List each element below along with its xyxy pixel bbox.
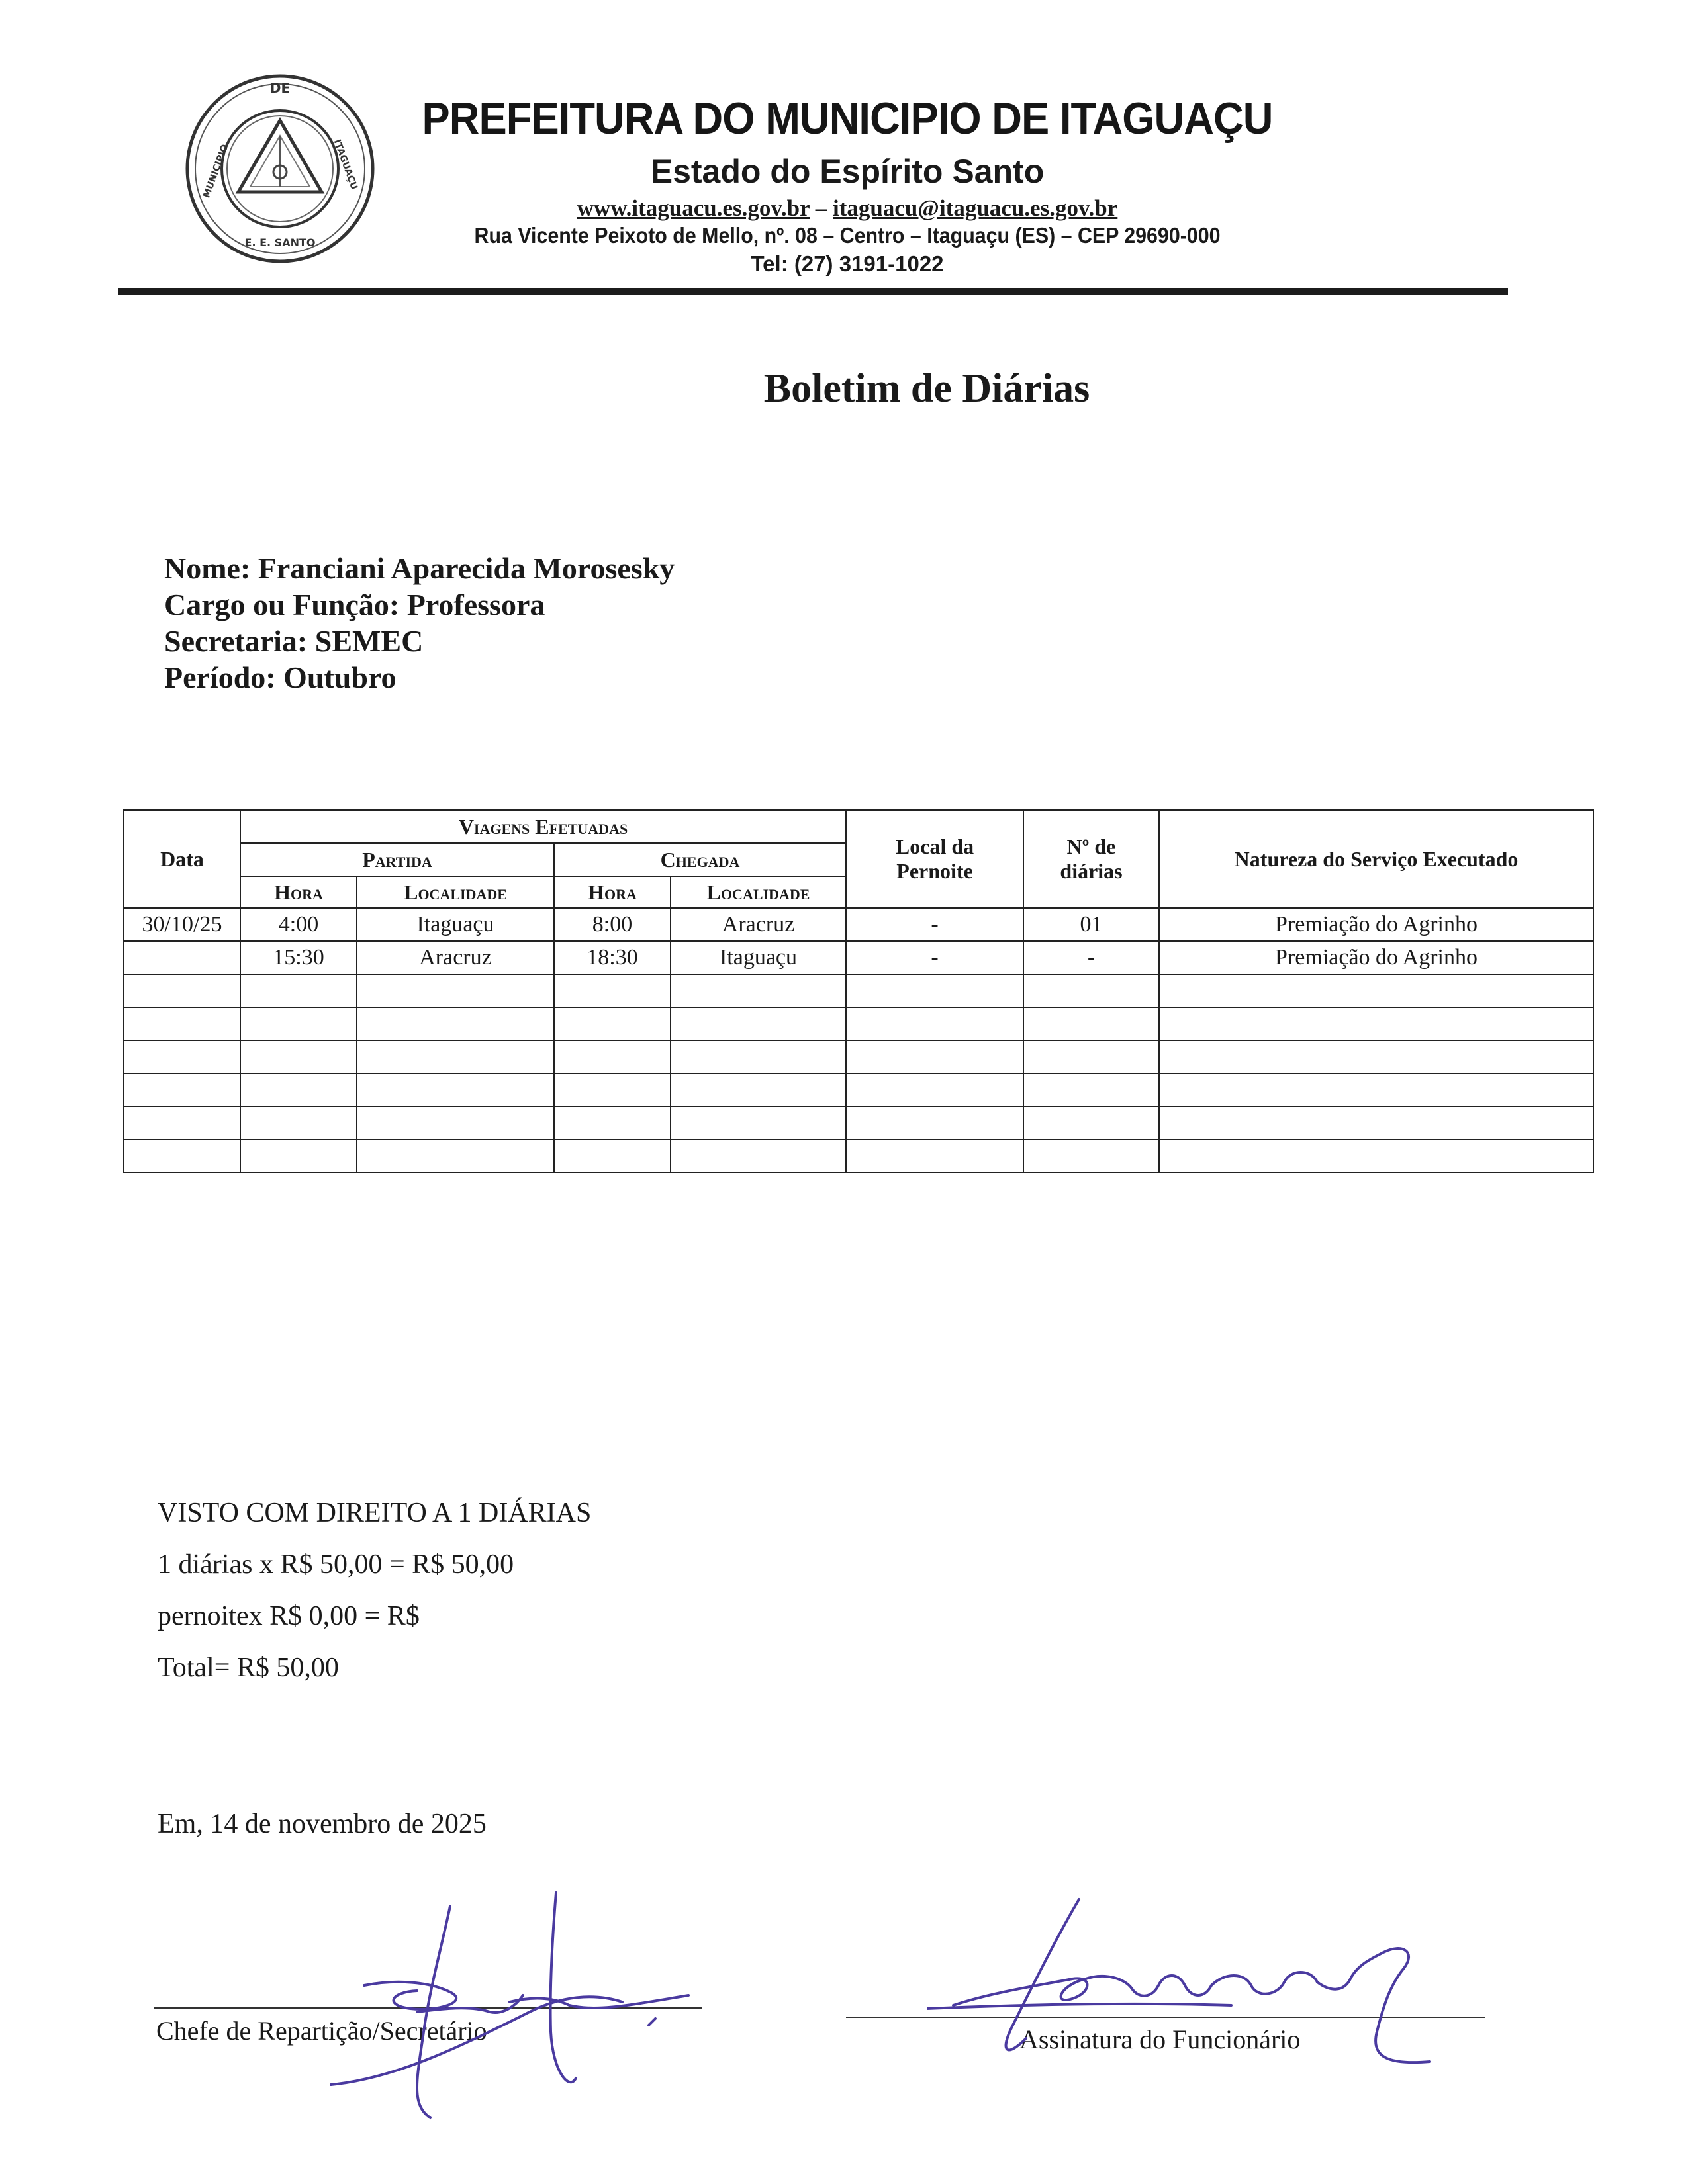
table-row	[124, 1007, 1593, 1040]
cell-pernoite	[846, 1073, 1023, 1107]
cell-diarias: -	[1023, 941, 1159, 974]
cell-data	[124, 1107, 240, 1140]
employee-name: Nome: Franciani Aparecida Morosesky	[164, 551, 675, 585]
cell-chegada-local	[671, 1007, 846, 1040]
cell-chegada-local: Aracruz	[671, 908, 846, 941]
header-partida-localidade: Localidade	[357, 876, 554, 908]
handwritten-signature-funcionario	[927, 1893, 1470, 2078]
header-chegada: Chegada	[554, 843, 846, 876]
email-link[interactable]: itaguacu@itaguacu.es.gov.br	[833, 195, 1118, 221]
diarias-calculation: 1 diárias x R$ 50,00 = R$ 50,00	[158, 1549, 514, 1580]
table-row	[124, 908, 1593, 941]
cell-natureza	[1159, 1107, 1593, 1140]
cell-chegada-local	[671, 1140, 846, 1173]
header-n-diarias: Nº de diárias	[1023, 810, 1159, 908]
cell-pernoite	[846, 1007, 1023, 1040]
pernoite-calculation: pernoitex R$ 0,00 = R$	[158, 1601, 420, 1631]
trips-table	[123, 809, 1594, 1173]
cell-chegada-local	[671, 1107, 846, 1140]
employee-role: Cargo ou Função: Professora	[164, 588, 545, 621]
svg-text:DE: DE	[269, 80, 291, 96]
cell-data	[124, 1073, 240, 1107]
phone-line: Tel: (27) 3191-1022	[751, 251, 944, 276]
cell-chegada-hora	[554, 1140, 671, 1173]
cell-data	[124, 1140, 240, 1173]
cell-partida-hora	[240, 974, 357, 1007]
cell-natureza	[1159, 1007, 1593, 1040]
svg-text:MUNICIPIO: MUNICIPIO	[201, 142, 231, 200]
cell-partida-hora	[240, 1107, 357, 1140]
cell-partida-hora: 4:00	[240, 908, 357, 941]
cell-partida-local	[357, 1040, 554, 1073]
cell-chegada-hora	[554, 1107, 671, 1140]
header-data: Data	[124, 810, 240, 908]
cell-diarias	[1023, 1040, 1159, 1073]
header-divider	[118, 288, 1508, 295]
header-chegada-localidade: Localidade	[671, 876, 846, 908]
cell-diarias	[1023, 1107, 1159, 1140]
cell-partida-local	[357, 1140, 554, 1173]
svg-text:E. E. SANTO: E. E. SANTO	[244, 236, 316, 249]
issue-date: Em, 14 de novembro de 2025	[158, 1809, 487, 1839]
header-viagens-efetuadas: Viagens Efetuadas	[240, 810, 846, 843]
cell-pernoite: -	[846, 941, 1023, 974]
employee-period: Período: Outubro	[164, 660, 397, 694]
cell-chegada-local	[671, 974, 846, 1007]
cell-chegada-hora	[554, 1007, 671, 1040]
document-title: Boletim de Diárias	[763, 366, 1090, 411]
total-amount: Total= R$ 50,00	[158, 1653, 339, 1683]
address-line: Rua Vicente Peixoto de Mello, nº. 08 – Centro – Itaguaçu (ES) – CEP 29690-000	[474, 223, 1221, 248]
cell-diarias: 01	[1023, 908, 1159, 941]
links-separator: –	[815, 195, 827, 221]
cell-pernoite	[846, 1040, 1023, 1073]
cell-chegada-local	[671, 1040, 846, 1073]
signature-label-funcionario: Assinatura do Funcionário	[1019, 2025, 1301, 2054]
cell-natureza	[1159, 1040, 1593, 1073]
cell-partida-hora	[240, 1140, 357, 1173]
cell-chegada-hora: 8:00	[554, 908, 671, 941]
cell-chegada-hora	[554, 1040, 671, 1073]
cell-data	[124, 941, 240, 974]
cell-data	[124, 1040, 240, 1073]
cell-natureza	[1159, 974, 1593, 1007]
municipality-title: PREFEITURA DO MUNICIPIO DE ITAGUAÇU	[422, 93, 1273, 144]
handwritten-signature-chefe	[318, 1880, 728, 2131]
state-subtitle: Estado do Espírito Santo	[650, 153, 1045, 190]
table-row	[124, 1040, 1593, 1073]
table-row	[124, 1107, 1593, 1140]
table-row	[124, 941, 1593, 974]
cell-diarias	[1023, 1140, 1159, 1173]
svg-text:ITAGUAÇU: ITAGUAÇU	[331, 138, 359, 191]
table-row	[124, 974, 1593, 1007]
cell-chegada-hora: 18:30	[554, 941, 671, 974]
cell-partida-local	[357, 974, 554, 1007]
signature-label-chefe: Chefe de Repartição/Secretário	[156, 2016, 487, 2046]
table-row	[124, 1073, 1593, 1107]
cell-chegada-local: Itaguaçu	[671, 941, 846, 974]
header-chegada-hora: Hora	[554, 876, 671, 908]
cell-natureza: Premiação do Agrinho	[1159, 941, 1593, 974]
header-partida-hora: Hora	[240, 876, 357, 908]
cell-chegada-hora	[554, 974, 671, 1007]
cell-partida-hora	[240, 1040, 357, 1073]
cell-pernoite	[846, 974, 1023, 1007]
cell-pernoite: -	[846, 908, 1023, 941]
cell-natureza: Premiação do Agrinho	[1159, 908, 1593, 941]
cell-partida-local: Itaguaçu	[357, 908, 554, 941]
cell-partida-hora	[240, 1073, 357, 1107]
table-row	[124, 1140, 1593, 1173]
header-partida: Partida	[240, 843, 554, 876]
cell-diarias	[1023, 1007, 1159, 1040]
cell-data: 30/10/25	[124, 908, 240, 941]
cell-partida-hora: 15:30	[240, 941, 357, 974]
header-links	[371, 195, 1324, 222]
website-link[interactable]: www.itaguacu.es.gov.br	[577, 195, 810, 221]
cell-diarias	[1023, 1073, 1159, 1107]
cell-chegada-hora	[554, 1073, 671, 1107]
cell-partida-local: Aracruz	[357, 941, 554, 974]
cell-pernoite	[846, 1107, 1023, 1140]
visto-line: VISTO COM DIREITO A 1 DIÁRIAS	[158, 1498, 592, 1528]
cell-natureza	[1159, 1073, 1593, 1107]
cell-natureza	[1159, 1140, 1593, 1173]
cell-data	[124, 974, 240, 1007]
cell-partida-hora	[240, 1007, 357, 1040]
employee-department: Secretaria: SEMEC	[164, 624, 424, 658]
header-local-pernoite: Local da Pernoite	[846, 810, 1023, 908]
cell-pernoite	[846, 1140, 1023, 1173]
cell-partida-local	[357, 1007, 554, 1040]
cell-partida-local	[357, 1107, 554, 1140]
cell-data	[124, 1007, 240, 1040]
cell-diarias	[1023, 974, 1159, 1007]
cell-chegada-local	[671, 1073, 846, 1107]
header-natureza: Natureza do Serviço Executado	[1159, 810, 1593, 908]
cell-partida-local	[357, 1073, 554, 1107]
